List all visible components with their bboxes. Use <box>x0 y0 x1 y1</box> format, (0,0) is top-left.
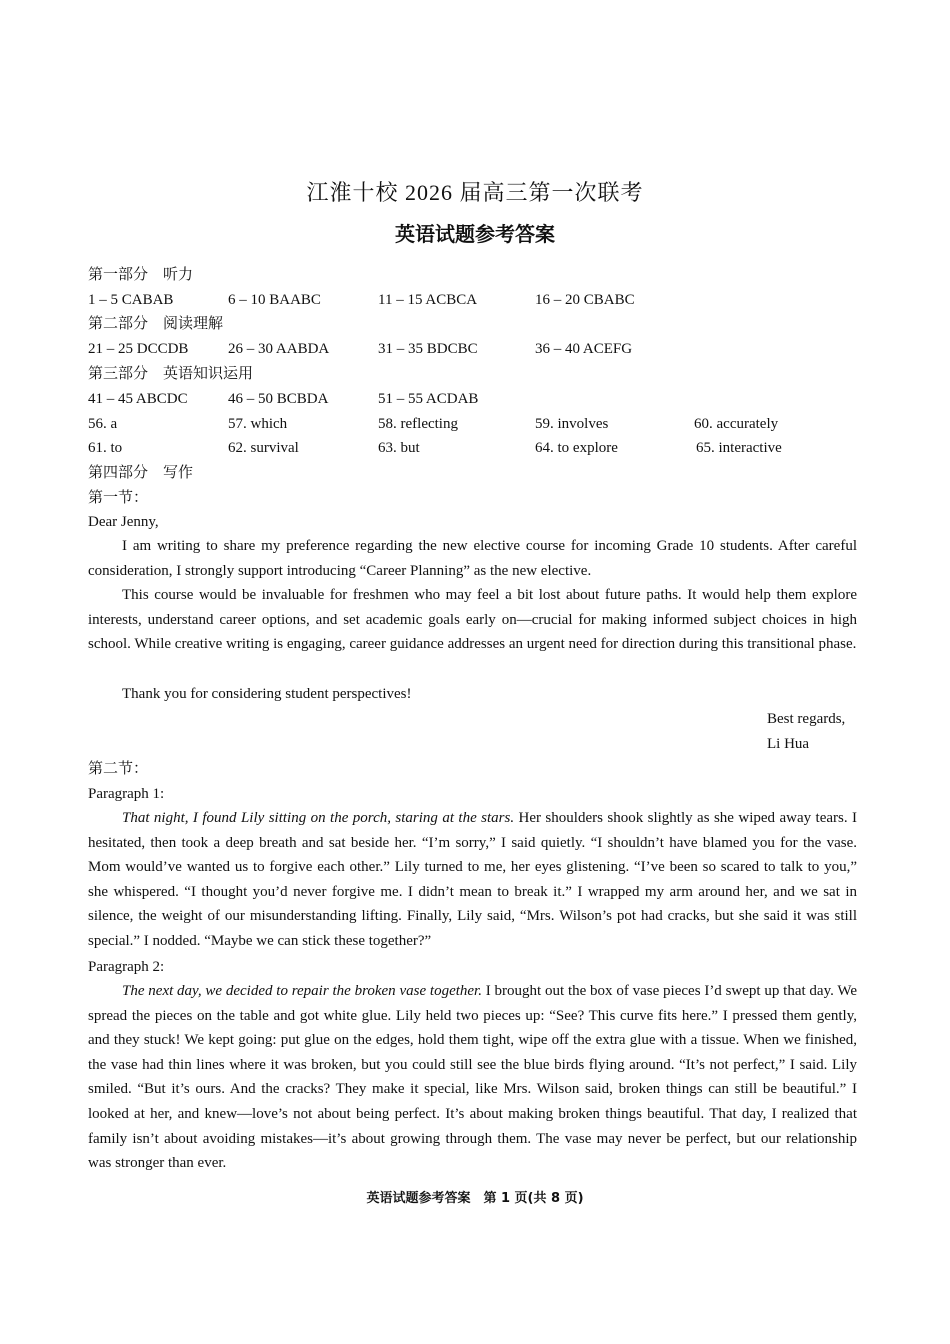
section2-heading: 第二节： <box>88 761 149 777</box>
fill-answer: 57. which <box>228 416 288 432</box>
fill-answer: 59. involves <box>535 416 609 432</box>
fill-answer: 62. survival <box>228 440 299 456</box>
page-footer: 英语试题参考答案 第 1 页(共 8 页) <box>366 1191 584 1206</box>
answer-group: 16 – 20 CBABC <box>535 292 635 308</box>
fill-answer: 64. to explore <box>535 440 618 456</box>
fill-answer: 61. to <box>88 440 123 456</box>
letter-paragraph: Thank you for considering student perspectives! <box>122 686 412 702</box>
answer-group: 1 – 5 CABAB <box>88 292 174 308</box>
answer-group: 6 – 10 BAABC <box>228 292 321 308</box>
answer-group: 11 – 15 ACBCA <box>378 292 478 308</box>
fill-answer: 65. interactive <box>696 440 782 456</box>
story-paragraph-2 <box>88 979 857 1176</box>
answer-group: 26 – 30 AABDA <box>228 341 330 357</box>
fill-answer: 58. reflecting <box>378 416 458 432</box>
paragraph1-body: Her shoulders shook slightly as she wiped away tears. I hesitated, then took a deep breath and sat beside her. “I’m sorry,” I said quietly. “I shouldn’t have blamed you for the vase. Mom would’ve wanted us to forgive each other.” Lily turned to me, her eyes glistening. “I’ve been so scared to talk to you,” she whispered. “I thought you’d never forgive me. I didn’t mean to break it.” I wrapped my arm around her, and we sat in silence, the weight of our misunderstanding lifting. Finally, Lily said, “Mrs. Wilson’s pot had cracks, but she said it was still special.” I nodded. “Maybe we can stick these together?” <box>88 810 858 949</box>
letter-greeting: Dear Jenny, <box>88 514 159 530</box>
letter-paragraph: I am writing to share my preference regarding the new elective course for incoming Grade 10 students. After careful consideration, I strongly support introducing “Career Planning” as the new elective. <box>88 538 857 579</box>
paragraph2-lead-sentence: The next day, we decided to repair the broken vase together. <box>122 983 482 999</box>
part2-heading: 第二部分 阅读理解 <box>88 316 224 332</box>
part4-heading: 第四部分 写作 <box>88 465 194 481</box>
section1-heading: 第一节： <box>88 490 149 506</box>
exam-title: 江淮十校 2026 届高三第一次联考 <box>306 180 644 205</box>
paragraph1-label: Paragraph 1: <box>88 786 165 802</box>
answer-group: 21 – 25 DCCDB <box>88 341 189 357</box>
paragraph2-body: I brought out the box of vase pieces I’d swept up that day. We spread the pieces on the table and got white glue. Lily held two pieces up: “See? This curve fits here.” I pressed them gently, and they stuck! We kept going: put glue on the edges, hold them tight, wipe off the extra glue with a tissue. When we finished, the vase had thin lines where it was broken, but you could still see the blue birds flying around. “It’s not perfect,” I said. Lily smiled. “But it’s ours. And the cracks? They make it special, like Mrs. Wilson said, broken things can still be beautiful.” I looked at her, and knew—love’s not about being perfect. It’s about making broken things beautiful. That day, I realized that family isn’t about avoiding mistakes—it’s about growing through them. The vase may never be perfect, but our relationship was stronger than ever. <box>88 983 857 1172</box>
document-subtitle: 英语试题参考答案 <box>395 222 555 246</box>
fill-answer: 56. a <box>88 416 118 432</box>
paragraph1-lead-sentence: That night, I found Lily sitting on the porch, staring at the stars. <box>122 810 515 826</box>
answer-group: 36 – 40 ACEFG <box>535 341 633 357</box>
answer-group: 31 – 35 BDCBC <box>378 341 478 357</box>
fill-answer: 63. but <box>378 440 420 456</box>
part1-heading: 第一部分 听力 <box>88 267 194 283</box>
answer-group: 41 – 45 ABCDC <box>88 391 188 407</box>
story-paragraph-1 <box>88 806 857 954</box>
paragraph2-label: Paragraph 2: <box>88 959 165 975</box>
part3-heading: 第三部分 英语知识运用 <box>88 366 254 382</box>
letter-signature: Li Hua <box>767 736 810 752</box>
letter-closing: Best regards, <box>767 711 846 727</box>
letter-paragraph: This course would be invaluable for freshmen who may feel a bit lost about future paths. It would help them explore interests, understand career options, and set academic goals early on—crucial for making informed subject choices in high school. While creative writing is engaging, career guidance addresses an urgent need for direction during this transitional phase. <box>88 587 857 653</box>
fill-answer: 60. accurately <box>694 416 779 432</box>
answer-group: 51 – 55 ACDAB <box>378 391 479 407</box>
answer-group: 46 – 50 BCBDA <box>228 391 329 407</box>
